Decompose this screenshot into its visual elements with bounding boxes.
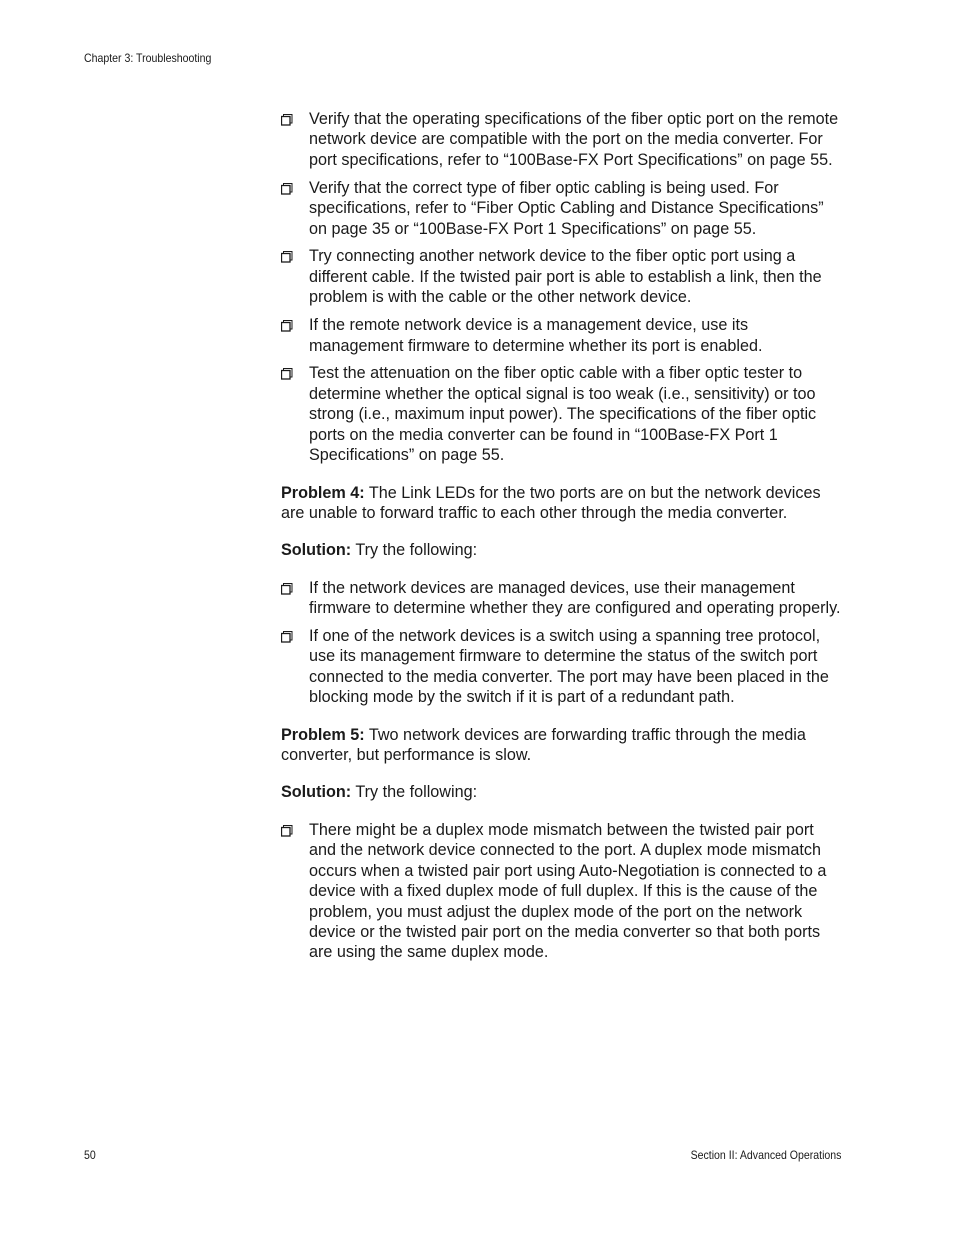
running-header: Chapter 3: Troubleshooting <box>84 51 212 65</box>
checkbox-square-icon <box>281 583 293 595</box>
solution-4-text: Try the following: <box>351 541 478 560</box>
problem-4-label: Problem 4: <box>281 483 365 502</box>
list-item <box>281 363 843 465</box>
checkbox-square-icon <box>281 114 293 126</box>
problem-4-paragraph <box>281 483 843 524</box>
list-item-text: Test the attenuation on the fiber optic cable with a fiber optic tester to determine whether the optical signal is too weak (i.e., sensitivity) or too strong (i.e., maximum input power). The specifications of the fiber optic ports on the media converter can be found in “100Base-FX Port 1 Specifications” on page 55. <box>309 364 817 465</box>
list-item-text: If the network devices are managed devices, use their management firmware to determine whether they are configured and operating properly. <box>309 578 841 618</box>
problem-5-text: Two network devices are forwarding traffic through the media converter, but performance is slow. <box>281 725 806 765</box>
checkbox-square-icon <box>281 183 293 195</box>
list-item <box>281 626 843 708</box>
list-item <box>281 820 843 963</box>
checkbox-square-icon <box>281 368 293 380</box>
problem-5-paragraph <box>281 725 843 766</box>
list-item-text: If the remote network device is a management device, use its management firmware to determine whether its port is enabled. <box>309 316 763 355</box>
list-item <box>281 578 843 619</box>
solution-5-text: Try the following: <box>351 783 478 802</box>
troubleshooting-list-2 <box>281 578 843 708</box>
solution-4-label: Solution: <box>281 541 352 560</box>
troubleshooting-list-3 <box>281 820 843 963</box>
problem-4-text: The Link LEDs for the two ports are on but the network devices are unable to forward traffic to each other through the media converter. <box>281 483 821 522</box>
list-item <box>281 178 843 239</box>
list-item <box>281 109 843 170</box>
list-item-text: Try connecting another network device to the fiber optic port using a different cable. If the twisted pair port is able to establish a link, then the problem is with the cable or the other network device. <box>309 247 822 307</box>
page-body <box>281 109 843 963</box>
list-item-text: If one of the network devices is a switch using a spanning tree protocol, use its management firmware to determine the status of the switch port connected to the media converter. The port may have been placed in the blocking mode by the switch if it is part of a redundant path. <box>309 627 829 707</box>
checkbox-square-icon <box>281 320 293 332</box>
checkbox-square-icon <box>281 825 293 837</box>
list-item-text: Verify that the correct type of fiber optic cabling is being used. For specifications, refer to “Fiber Optic Cabling and Distance Specifications” on page 35 or “100Base-FX Port 1 Specifications” on page 55. <box>309 178 824 238</box>
list-item-text: There might be a duplex mode mismatch between the twisted pair port and the network device connected to the port. A duplex mode mismatch occurs when a twisted pair port using Auto-Negotiation is connected to a device with a fixed duplex mode of full duplex. If this is the cause of the problem, you must adjust the duplex mode of the port on the network device or the twisted pair port on the media converter so that both ports are using the same duplex mode. <box>309 820 827 962</box>
list-item <box>281 315 843 356</box>
list-item <box>281 246 843 307</box>
solution-5-label: Solution: <box>281 783 352 802</box>
checkbox-square-icon <box>281 251 293 263</box>
solution-4-paragraph <box>281 540 843 560</box>
checkbox-square-icon <box>281 631 293 643</box>
problem-5-label: Problem 5: <box>281 725 365 744</box>
page-number: 50 <box>84 1148 96 1162</box>
list-item-text: Verify that the operating specifications of the fiber optic port on the remote network device are compatible with the port on the media converter. For port specifications, refer to “100Base-FX Port Specifications” on page 55. <box>309 110 839 169</box>
troubleshooting-list-1 <box>281 109 843 466</box>
running-footer-section: Section II: Advanced Operations <box>690 1148 841 1162</box>
solution-5-paragraph <box>281 782 843 802</box>
